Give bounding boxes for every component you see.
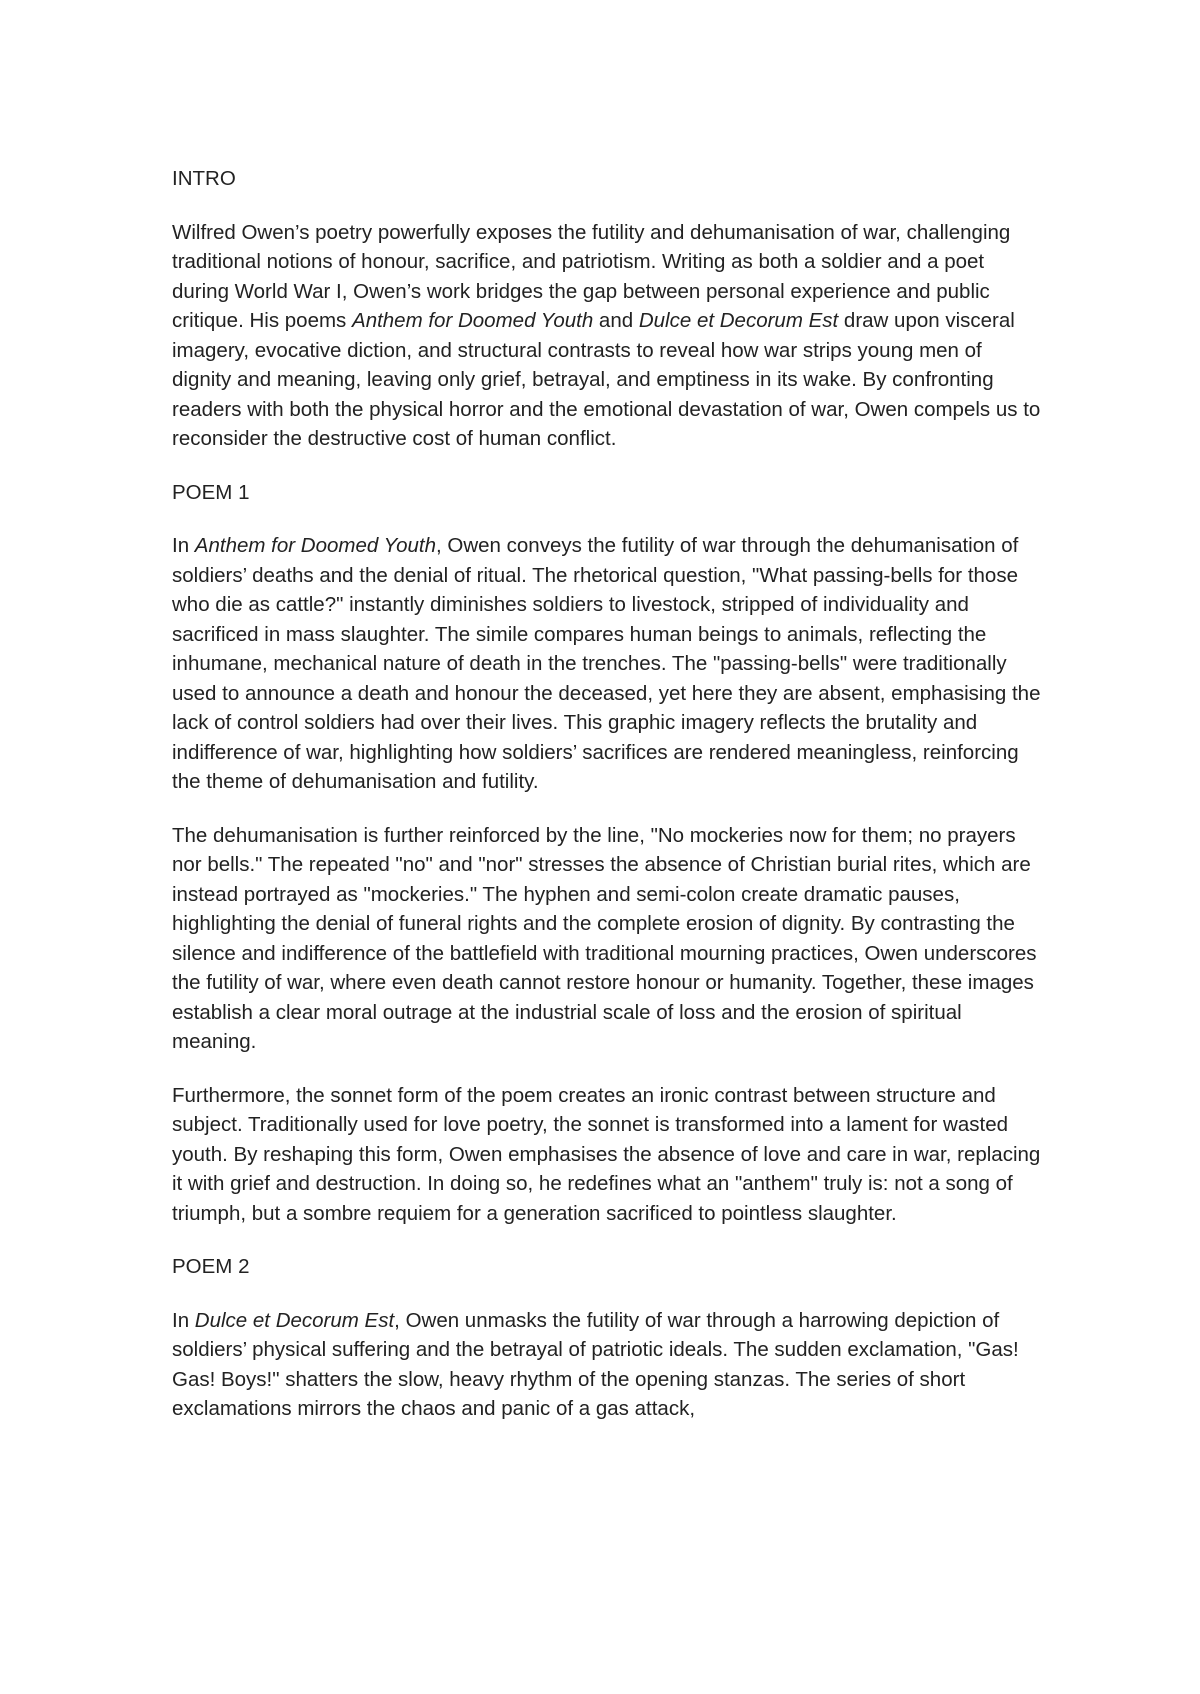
- poem-2-paragraph-1: [172, 1306, 1046, 1424]
- section-heading-intro: INTRO: [172, 167, 236, 190]
- text-run: , Owen conveys the futility of war through the dehumanisation of soldiers’ deaths and the denial of ritual. The rhetorical question, "What passing-bells for those who die as cattle?" instantly diminishes soldiers to livestock, stripped of individuality and sacrificed in mass slaughter. The simile compares human beings to animals, reflecting the inhumane, mechanical nature of death in the trenches. The "passing-bells" were traditionally used to announce a death and honour the deceased, yet here they are absent, emphasising the lack of control soldiers had over their lives. This graphic imagery reflects the brutality and indifference of war, highlighting how soldiers’ sacrifices are rendered meaningless, reinforcing the theme of dehumanisation and futility.: [172, 534, 1041, 793]
- text-run: , Owen unmasks the futility of war through a harrowing depiction of soldiers’ physical suffering and the betrayal of patriotic ideals. The sudden exclamation, "Gas! Gas! Boys!" shatters the slow, heavy rhythm of the opening stanzas. The series of short exclamations mirrors the chaos and panic of a gas attack,: [172, 1308, 1019, 1420]
- poem-title-italic: Anthem for Doomed Youth: [352, 309, 594, 332]
- poem-title-italic: Dulce et Decorum Est: [194, 1308, 395, 1332]
- poem-1-paragraph-2: The dehumanisation is further reinforced by the line, "No mockeries now for them; no prayers nor bells." The repeated "no" and "nor" stresses the absence of Christian burial rites, which are instead portrayed as "mockeries." The hyphen and semi-colon create dramatic pauses, highlighting the denial of funeral rights and the complete erosion of dignity. By contrasting the silence and indifference of the battlefield with traditional mourning practices, Owen underscores the futility of war, where even death cannot restore honour or humanity. Together, these images establish a clear moral outrage at the industrial scale of loss and the erosion of spiritual meaning.: [172, 823, 1037, 1053]
- poem-title-italic: Anthem for Doomed Youth: [194, 534, 437, 557]
- poem-1-paragraph-1: [172, 531, 1046, 797]
- text-run: and: [593, 309, 639, 332]
- intro-paragraph: [172, 218, 1046, 454]
- text-run: Wilfred Owen’s poetry powerfully exposes the futility and dehumanisation of war, challenging traditional notions of honour, sacrifice, and patriotism. Writing as both a soldier and a poet during World War I, Owen’s work bridges the gap between personal experience and public critique. His poems: [172, 220, 1011, 332]
- text-run: In: [172, 1308, 195, 1332]
- text-run: draw upon visceral imagery, evocative diction, and structural contrasts to reveal how war strips young men of dignity and meaning, leaving only grief, betrayal, and emptiness in its wake. By confronting readers with both the physical horror and the emotional devastation of war, Owen compels us to reconsider the destructive cost of human conflict.: [172, 309, 1041, 450]
- section-heading-poem-2: POEM 2: [172, 1255, 250, 1278]
- poem-title-italic: Dulce et Decorum Est: [638, 309, 839, 332]
- text-run: In: [172, 534, 195, 557]
- poem-1-paragraph-3: Furthermore, the sonnet form of the poem creates an ironic contrast between structure and subject. Traditionally used for love poetry, the sonnet is transformed into a lament for wasted youth. By reshaping this form, Owen emphasises the absence of love and care in war, replacing it with grief and destruction. In doing so, he redefines what an "anthem" truly is: not a song of triumph, but a sombre requiem for a generation sacrificed to pointless slaughter.: [172, 1083, 1041, 1225]
- document-body: [172, 164, 1046, 1424]
- section-heading-poem-1: POEM 1: [172, 480, 250, 504]
